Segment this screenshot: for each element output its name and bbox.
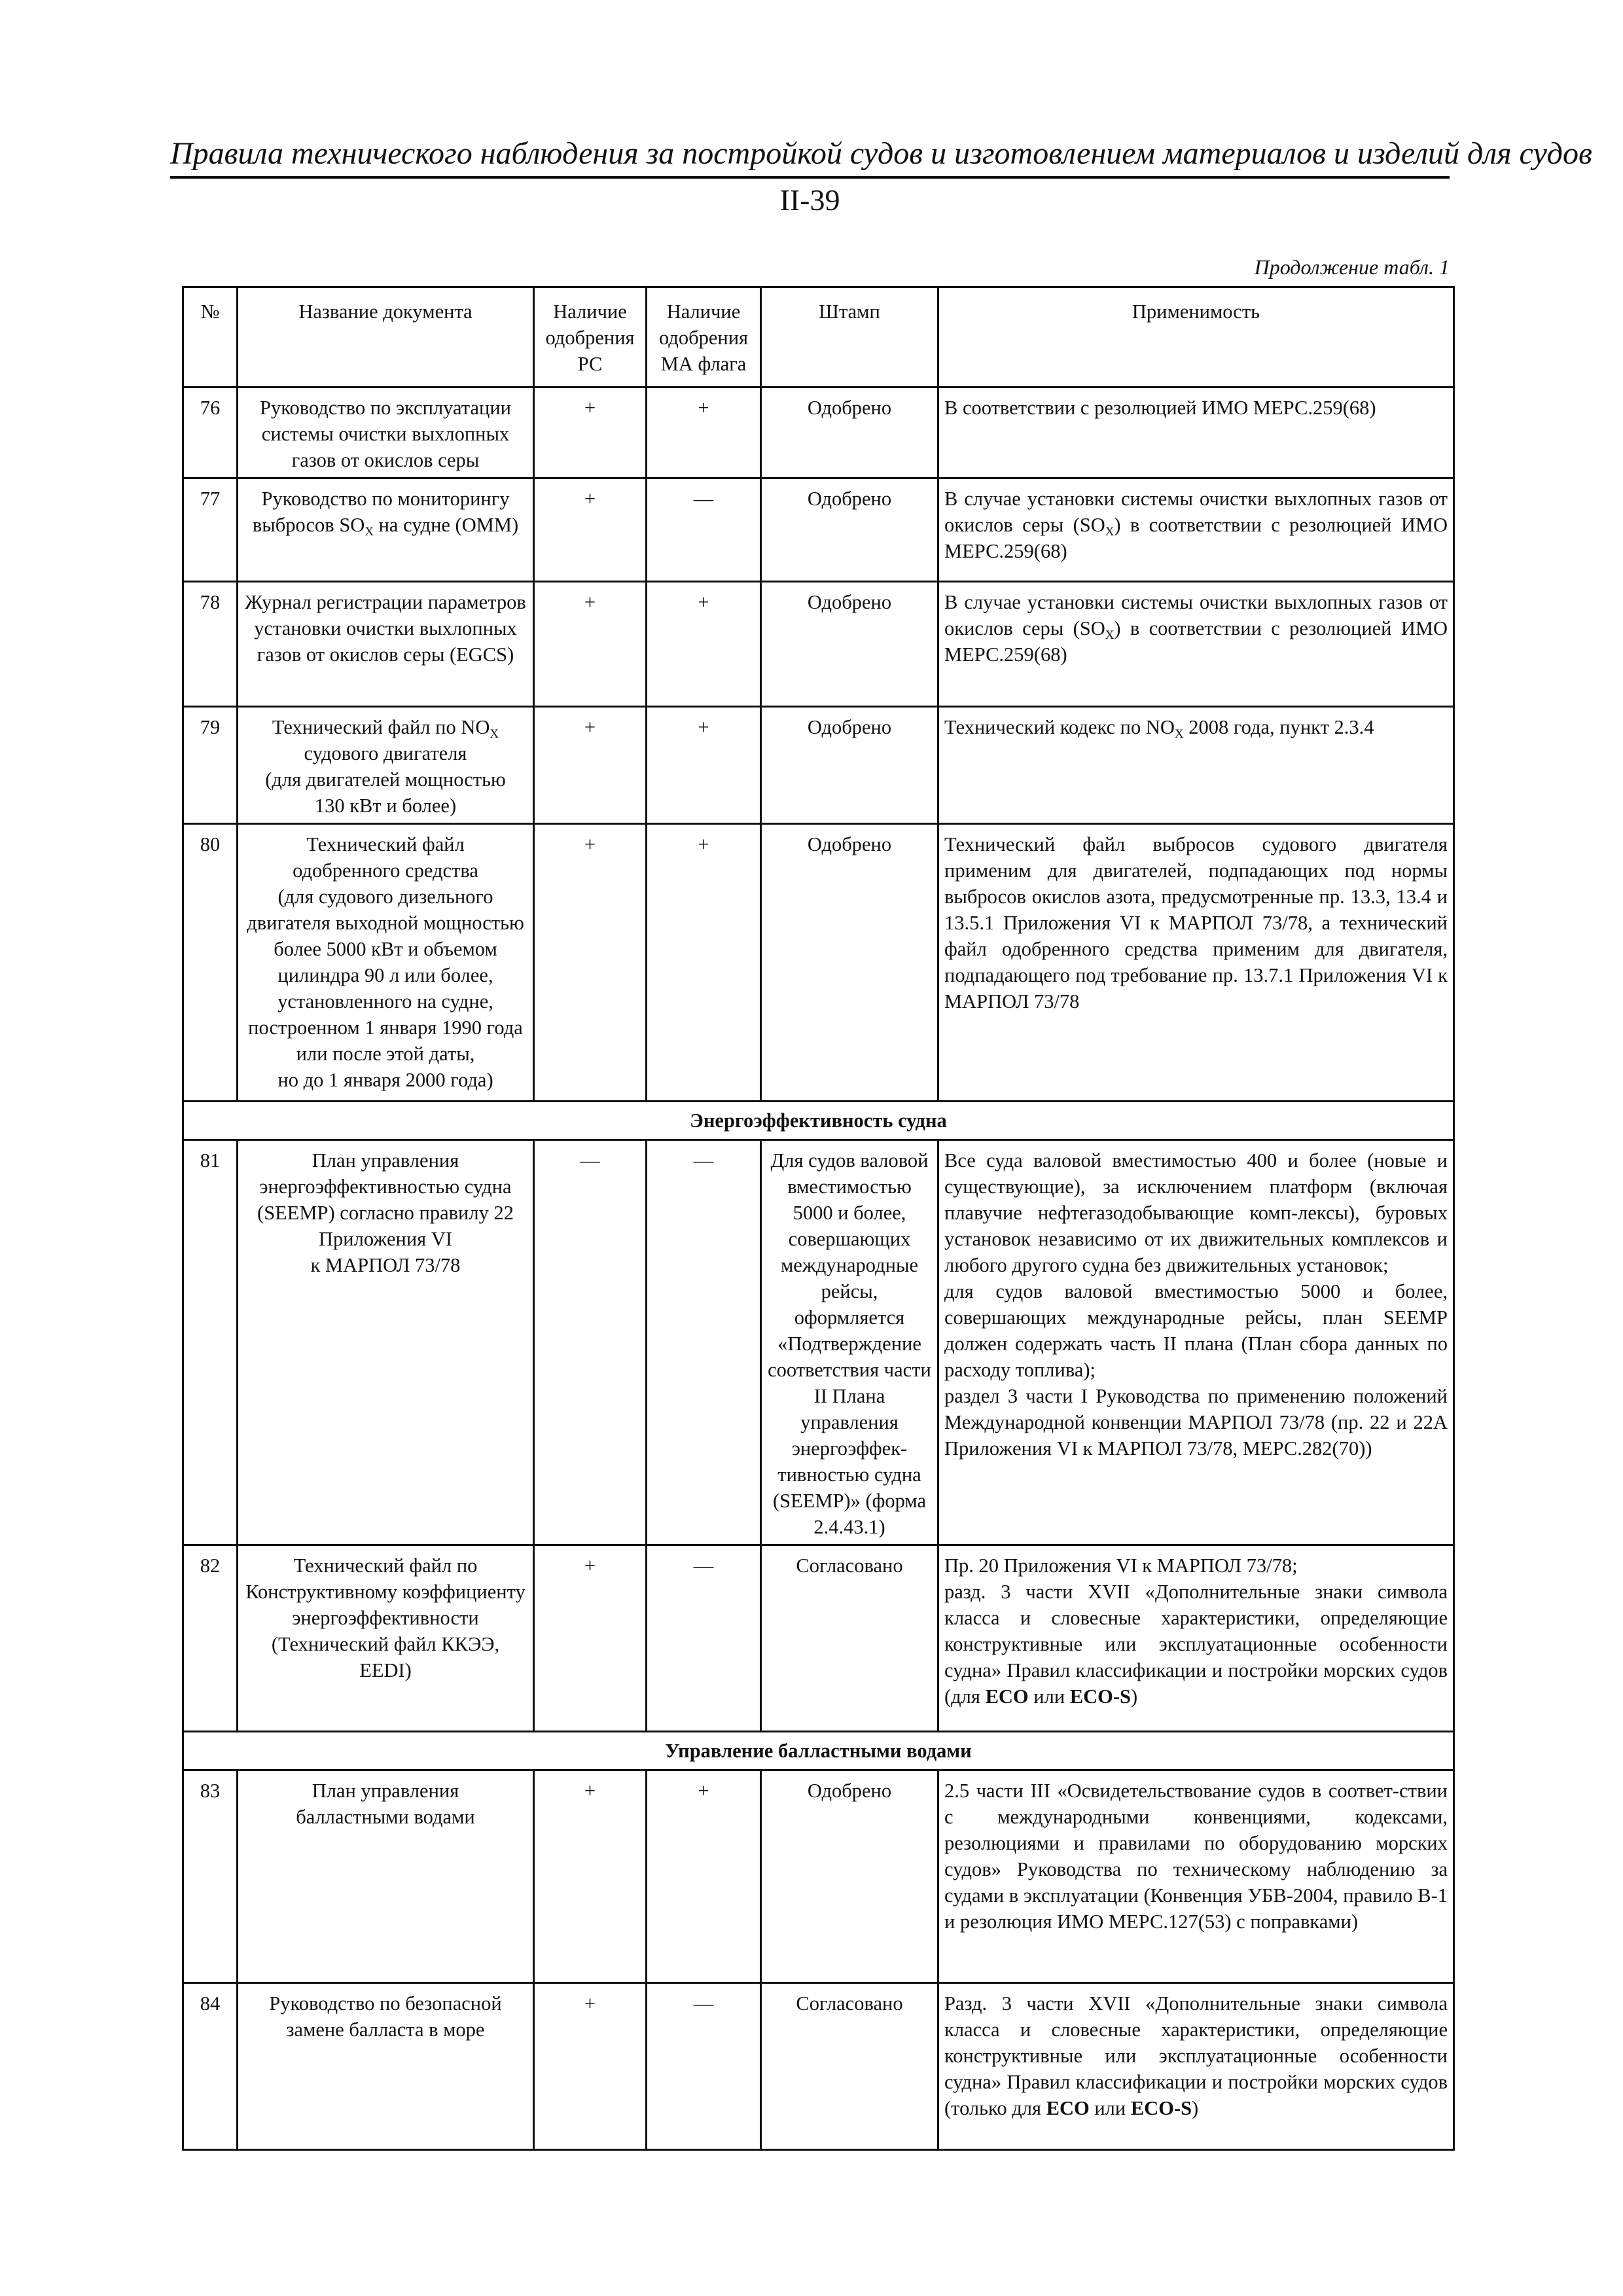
cell-rs-approval: + <box>534 707 647 824</box>
column-header-applicability: Применимость <box>938 287 1454 387</box>
table-row <box>183 387 1454 478</box>
cell-rs-approval: — <box>534 1140 647 1545</box>
cell-number: 78 <box>183 582 238 707</box>
cell-rs-approval: + <box>534 582 647 707</box>
column-header-name: Название документа <box>238 287 534 387</box>
cell-stamp: Согласовано <box>761 1545 938 1732</box>
cell-document-name: План управления энергоэффективностью судна (SEEMP) согласно правилу 22 Приложения VI к МАРПОЛ 73/78 <box>238 1140 534 1545</box>
cell-stamp: Одобрено <box>761 582 938 707</box>
table-row <box>183 1983 1454 2150</box>
cell-applicability: В соответствии с резолюцией ИМО МЕРС.259(68) <box>938 387 1454 478</box>
cell-stamp: Согласовано <box>761 1983 938 2150</box>
section-row <box>183 1732 1454 1770</box>
cell-number: 83 <box>183 1770 238 1983</box>
cell-stamp: Одобрено <box>761 387 938 478</box>
cell-number: 77 <box>183 478 238 582</box>
cell-flag-approval: + <box>647 824 761 1102</box>
cell-stamp: Одобрено <box>761 824 938 1102</box>
column-header-number: № <box>183 287 238 387</box>
table-caption: Продолжение табл. 1 <box>1254 255 1450 279</box>
column-header-stamp: Штамп <box>761 287 938 387</box>
page-number: II-39 <box>779 183 840 217</box>
cell-flag-approval: + <box>647 707 761 824</box>
running-header: Правила технического наблюдения за постройкой судов и изготовлением материалов и изделий для судов <box>170 134 1450 179</box>
cell-document-name: Технический файл по Конструктивному коэффициенту энергоэффективности (Технический файл ККЭЭ, EEDI) <box>238 1545 534 1732</box>
cell-flag-approval: — <box>647 1983 761 2150</box>
table-header-row <box>183 287 1454 387</box>
cell-applicability: Пр. 20 Приложения VI к МАРПОЛ 73/78; разд. 3 части XVII «Дополнительные знаки символа класса и словесные характеристики, определяющие конструктивные или эксплуатационные особенности судна» Правил классификации и постройки морских судов (для ECO или ECO-S) <box>938 1545 1454 1732</box>
cell-flag-approval: — <box>647 478 761 582</box>
section-row <box>183 1102 1454 1140</box>
cell-rs-approval: + <box>534 387 647 478</box>
cell-document-name: Руководство по мониторингу выбросов $SO_X$ на судне (OMM) <box>238 478 534 582</box>
cell-applicability: Технический файл выбросов судового двигателя применим для двигателей, подпадающих под нормы выбросов окислов азота, предусмотренные пр. 13.3, 13.4 и 13.5.1 Приложения VI к МАРПОЛ 73/78, а технический файл одобренного средства применим для двигателя, подпадающего под требование пр. 13.7.1 Приложения VI к МАРПОЛ 73/78 <box>938 824 1454 1102</box>
table-row <box>183 707 1454 824</box>
cell-document-name: Технический файл одобренного средства (для судового дизельного двигателя выходной мощностью более 5000 кВт и объемом цилиндра 90 л или более, установленного на судне, построенном 1 января 1990 года или после этой даты, но до 1 января 2000 года) <box>238 824 534 1102</box>
cell-flag-approval: + <box>647 1770 761 1983</box>
section-title: Энергоэффективность судна <box>183 1102 1454 1140</box>
cell-number: 79 <box>183 707 238 824</box>
cell-rs-approval: + <box>534 1545 647 1732</box>
cell-rs-approval: + <box>534 1770 647 1983</box>
table-row <box>183 478 1454 582</box>
cell-rs-approval: + <box>534 1983 647 2150</box>
column-header-rs-approval: Наличие одобрения РС <box>534 287 647 387</box>
cell-rs-approval: + <box>534 824 647 1102</box>
cell-stamp: Одобрено <box>761 707 938 824</box>
cell-applicability: Все суда валовой вместимостью 400 и более (новые и существующие), за исключением платформ (включая плавучие нефтегазодобывающие комп-лексы), буровых установок независимо от их движительных комплексов и любого другого судна без движительных установок; для судов валовой вместимостью 5000 и более, совершающих международные рейсы, план SEEMP должен содержать часть II плана (План сбора данных по расходу топлива); раздел 3 части I Руководства по применению положений Международной конвенции МАРПОЛ 73/78 (пр. 22 и 22A Приложения VI к МАРПОЛ 73/78, МЕРС.282(70)) <box>938 1140 1454 1545</box>
cell-flag-approval: + <box>647 387 761 478</box>
cell-number: 84 <box>183 1983 238 2150</box>
cell-applicability: В случае установки системы очистки выхлопных газов от окислов серы $(SO_X)$ в соответствии с резолюцией ИМО МЕРС.259(68) <box>938 582 1454 707</box>
table-row <box>183 1770 1454 1983</box>
cell-document-name: План управления балластными водами <box>238 1770 534 1983</box>
table-row <box>183 582 1454 707</box>
cell-rs-approval: + <box>534 478 647 582</box>
table-body <box>183 387 1454 2150</box>
cell-number: 81 <box>183 1140 238 1545</box>
cell-applicability: 2.5 части III «Освидетельствование судов в соответ-ствии с международными конвенциями, кодексами, резолюциями и правилами по оборудованию морских судов» Руководства по техническому наблюдению за судами в эксплуатации (Конвенция УБВ-2004, правило B-1 и резолюция ИМО МЕРС.127(53) с поправками) <box>938 1770 1454 1983</box>
cell-flag-approval: + <box>647 582 761 707</box>
cell-applicability: Разд. 3 части XVII «Дополнительные знаки символа класса и словесные характеристики, определяющие конструктивные или эксплуатационные особенности судна» Правил классификации и постройки морских судов (только для ECO или ECO-S) <box>938 1983 1454 2150</box>
cell-document-name: Руководство по безопасной замене балласта в море <box>238 1983 534 2150</box>
table-row <box>183 1545 1454 1732</box>
cell-document-name: Технический файл по $NO_X$ судового двигателя (для двигателей мощностью 130 кВт и более) <box>238 707 534 824</box>
cell-document-name: Журнал регистрации параметров установки очистки выхлопных газов от окислов серы (EGCS) <box>238 582 534 707</box>
section-title: Управление балластными водами <box>183 1732 1454 1770</box>
table-row <box>183 824 1454 1102</box>
documents-table <box>182 286 1455 2151</box>
cell-applicability: Технический кодекс по $NO_X$ 2008 года, пункт 2.3.4 <box>938 707 1454 824</box>
cell-number: 76 <box>183 387 238 478</box>
table-row <box>183 1140 1454 1545</box>
cell-number: 82 <box>183 1545 238 1732</box>
column-header-flag-approval: Наличие одобрения МА флага <box>647 287 761 387</box>
cell-flag-approval: — <box>647 1140 761 1545</box>
cell-stamp: Для судов валовой вместимостью 5000 и более, совершающих международные рейсы, оформляется «Подтверждение соответствия части II Плана управления энергоэффек-тивностью судна (SEEMP)» (форма 2.4.43.1) <box>761 1140 938 1545</box>
cell-document-name: Руководство по эксплуатации системы очистки выхлопных газов от окислов серы <box>238 387 534 478</box>
cell-number: 80 <box>183 824 238 1102</box>
cell-applicability: В случае установки системы очистки выхлопных газов от окислов серы $(SO_X)$ в соответствии с резолюцией ИМО МЕРС.259(68) <box>938 478 1454 582</box>
cell-stamp: Одобрено <box>761 1770 938 1983</box>
cell-stamp: Одобрено <box>761 478 938 582</box>
cell-flag-approval: — <box>647 1545 761 1732</box>
